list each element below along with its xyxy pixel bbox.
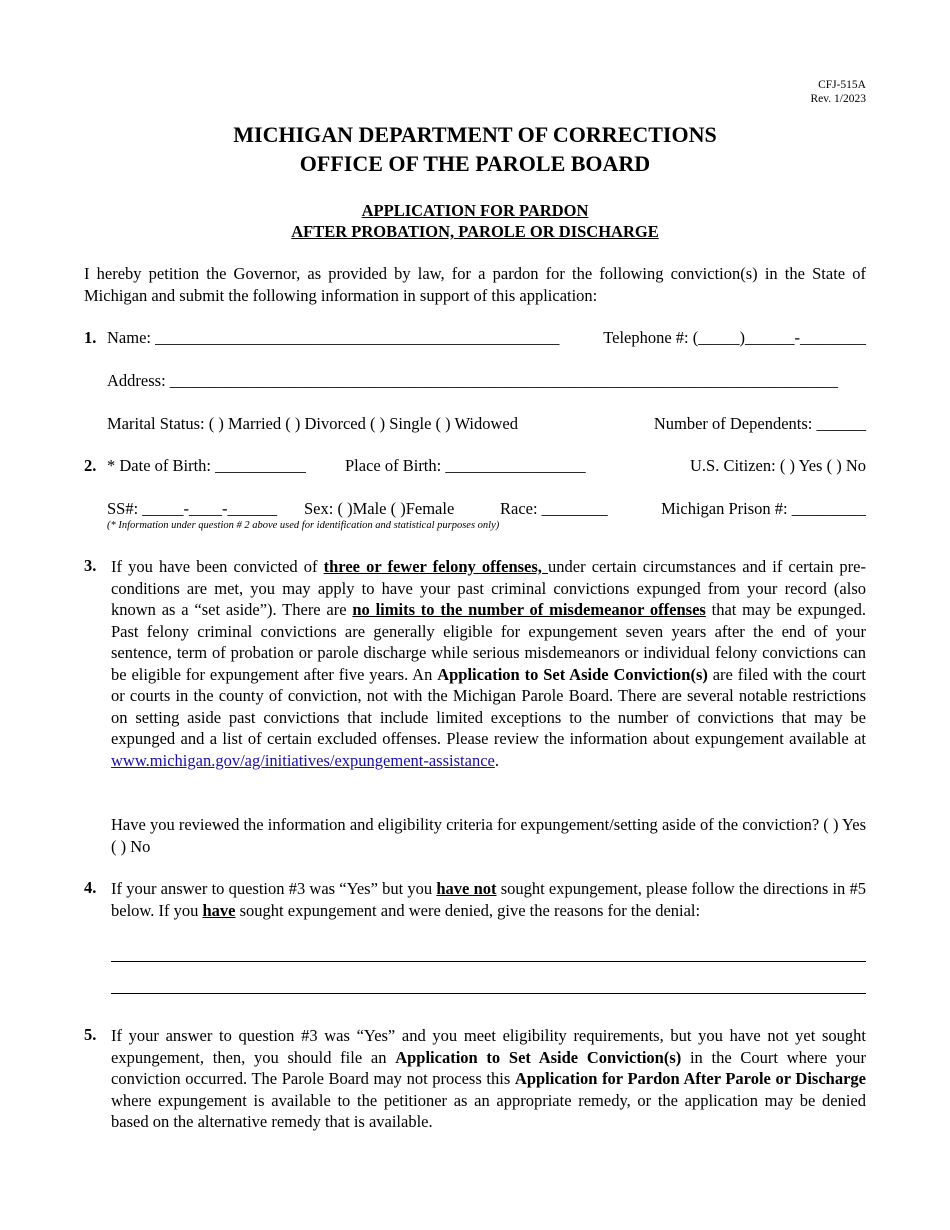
q5-text-part: If your answer to question #3 was “Yes” and you meet eligibility requirements, but you have not yet sought expungement, then, you should file an [111,1026,866,1067]
department-heading: MICHIGAN DEPARTMENT OF CORRECTIONS [233,122,717,147]
sex-options[interactable]: Sex: ( )Male ( )Female [304,499,455,518]
ssn-field[interactable]: SS#: _____-____-______ [107,499,278,518]
denial-reason-line-1[interactable] [111,961,866,962]
form-title-line1: APPLICATION FOR PARDON [361,201,589,220]
address-field[interactable]: Address: _________________________________________________________________________________ [107,371,839,390]
question-1-number: 1. [84,328,97,347]
q5-application-pardon: Application for Pardon After Parole or Discharge [514,1069,866,1088]
office-heading: OFFICE OF THE PAROLE BOARD [299,151,651,176]
denial-reason-line-2[interactable] [111,993,866,994]
petition-intro: I hereby petition the Governor, as provided by law, for a pardon for the following conviction(s) in the State of Michigan and submit the following information in support of this application: [84,264,866,305]
date-of-birth-field[interactable]: * Date of Birth: ___________ [107,456,306,475]
question-5-number: 5. [84,1025,97,1044]
question-3-number: 3. [84,556,97,575]
question-4-text [111,878,866,921]
q4-text-part: sought expungement and were denied, give the reasons for the denial: [235,900,701,920]
prison-number-field[interactable]: Michigan Prison #: _________ [661,499,866,518]
form-code: CFJ-515A [818,79,866,91]
expungement-assistance-link[interactable]: www.michigan.gov/ag/initiatives/expungement-assistance [111,750,495,770]
q3-review-question[interactable]: Have you reviewed the information and eligibility criteria for expungement/setting aside of the conviction? ( ) Yes ( ) No [111,815,866,856]
question-2-number: 2. [84,456,97,475]
dependents-field[interactable]: Number of Dependents: ______ [653,414,866,433]
telephone-field[interactable]: Telephone #: (_____)______-________ [603,328,866,347]
q4-emphasis-have-not: have not [436,879,497,898]
race-field[interactable]: Race: ________ [500,499,608,518]
identification-note: (* Information under question # 2 above used for identification and statistical purposes only) [107,520,500,531]
form-revision: Rev. 1/2023 [810,93,866,105]
q3-text-part: that may be expunged. Past felony criminal convictions are generally eligible for expungement seven years after the end of your sentence, term of probation or parole discharge while serious misdemeanors or individual felony convictions can be eligible for expungement after five years. An [111,600,867,684]
q3-text-part: are filed with the court or courts in the county of conviction, not with the Michigan Parole Board. There are several notable restrictions on setting aside past convictions that include limited exceptions to the number of convictions that may be expunged and a list of certain excluded offenses. Please review the information about expungement available at [111,664,866,748]
question-5-text [111,1025,866,1133]
form-title-line2: AFTER PROBATION, PAROLE OR DISCHARGE [291,222,659,241]
q3-text-part: under certain circumstances and if certain pre-conditions are met, you may apply to have your past criminal convictions expunged from your record (also known as a “set aside”). There are [111,557,866,619]
q3-text-part: If you have been convicted of [111,557,324,576]
place-of-birth-field[interactable]: Place of Birth: _________________ [345,456,586,475]
marital-status-options[interactable]: Marital Status: ( ) Married ( ) Divorced ( ) Single ( ) Widowed [107,414,518,433]
us-citizen-options[interactable]: U.S. Citizen: ( ) Yes ( ) No [690,456,866,475]
q3-emphasis-misdemeanor: no limits to the number of misdemeanor offenses [352,600,706,619]
q5-application-set-aside: Application to Set Aside Conviction(s) [395,1047,682,1067]
q5-text-part: where expungement is available to the petitioner as an appropriate remedy, or the application may be denied based on the alternative remedy that is available. [111,1090,866,1131]
name-field[interactable]: Name: _________________________________________________ [107,328,560,347]
q4-text-part: sought expungement, please follow the directions in #5 below. If you [111,879,866,920]
q3-emphasis-felony: three or fewer felony offenses, [323,557,549,576]
q4-text-part: If your answer to question #3 was “Yes” but you [111,879,437,898]
form-identifier [811,78,866,106]
question-3-text [111,556,866,771]
q3-text-part: . [494,750,499,770]
q5-text-part: in the Court where your conviction occurred. The Parole Board may not process this [111,1047,866,1088]
q4-emphasis-have: have [202,900,236,920]
question-4-number: 4. [84,878,97,897]
q3-application-name: Application to Set Aside Conviction(s) [437,664,708,684]
